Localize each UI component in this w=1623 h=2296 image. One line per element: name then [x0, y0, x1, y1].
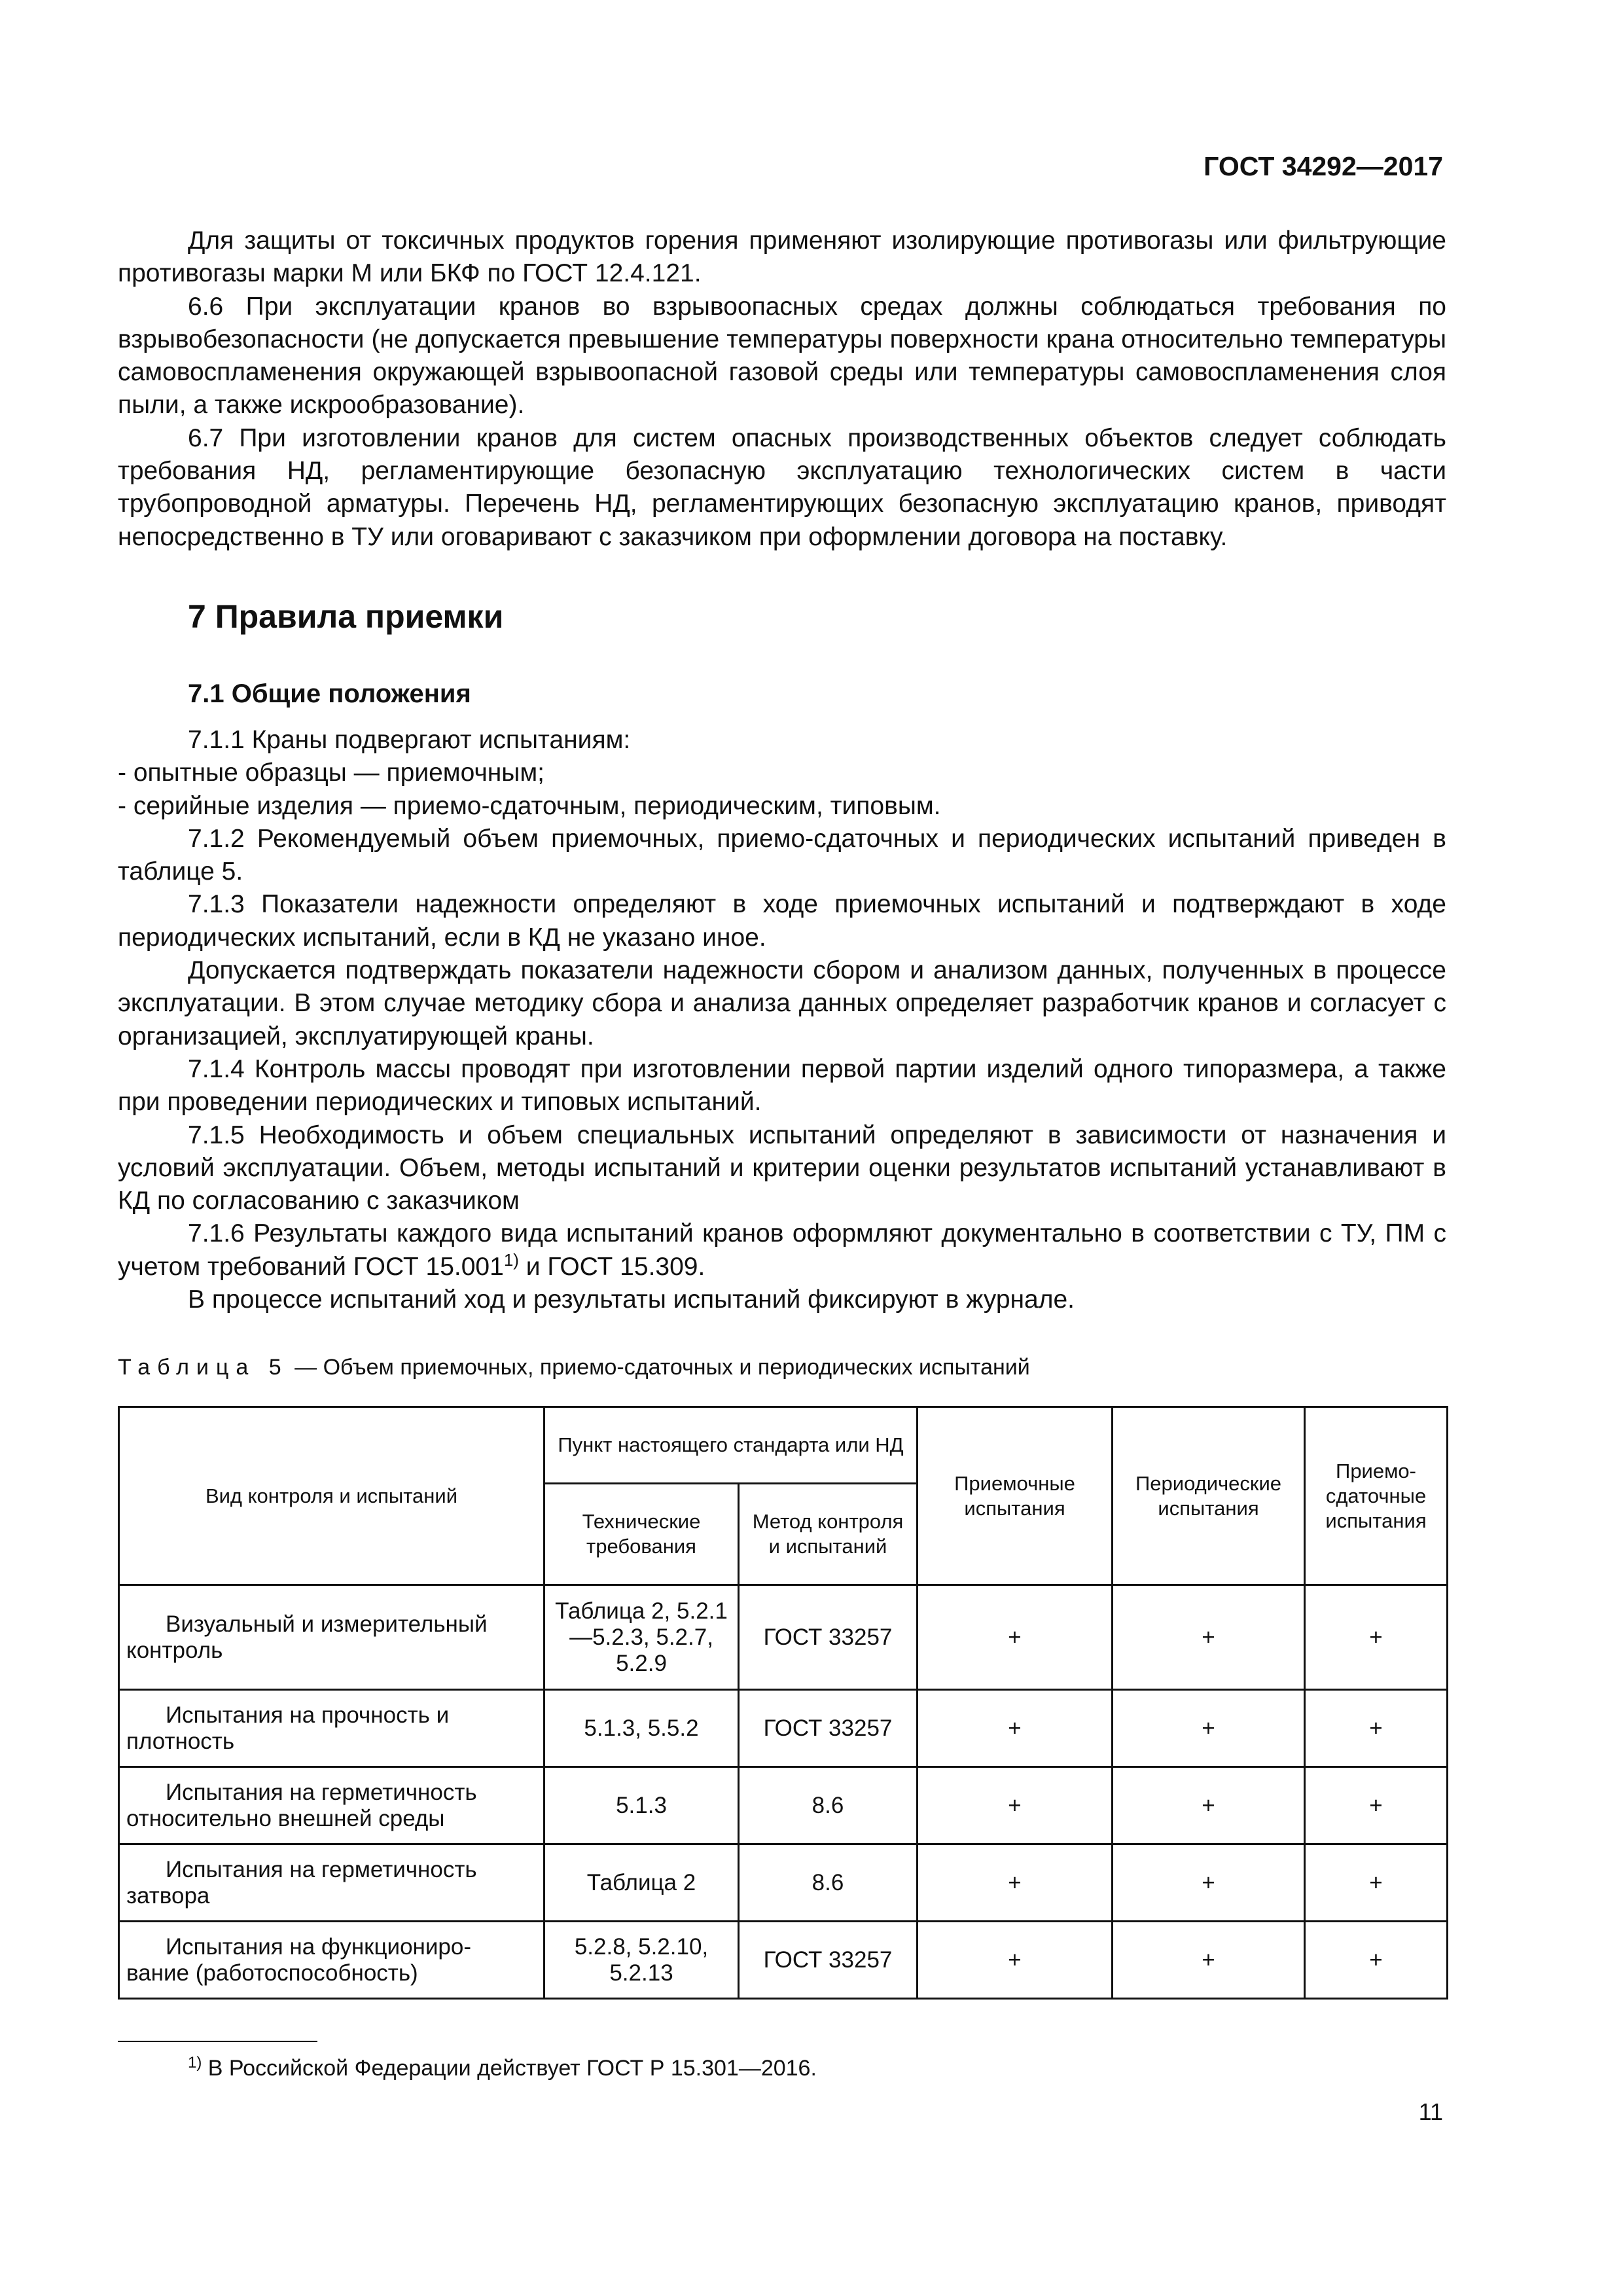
- paragraph-reliability: Допускается подтверждать показатели надежности сбором и анализом данных, полученных в процессе эксплуатации. В этом случае методику сбора и анализа данных определяет разработчик кранов и согласует с организацией, эксплуатирующей краны.: [118, 956, 1446, 1050]
- cell-test-name: [119, 1844, 544, 1922]
- bullet-serial: - серийные изделия — приемо-сдаточным, периодическим, типовым.: [118, 791, 941, 820]
- page-number: 11: [1418, 2098, 1443, 2125]
- cell-periodic: +: [1113, 1690, 1305, 1767]
- header-delivery: Приемо-сдаточные испытания: [1305, 1407, 1448, 1585]
- cell-periodic: +: [1113, 1922, 1305, 1999]
- cell-tech-requirements: 5.1.3, 5.5.2: [544, 1690, 739, 1767]
- footnote-text: В Российской Федерации действует ГОСТ Р 15.301—2016.: [202, 2056, 817, 2081]
- cell-tech-requirements: 5.2.8, 5.2.10, 5.2.13: [544, 1922, 739, 1999]
- cell-test-name-line2: относительно внешней среды: [126, 1805, 445, 1831]
- paragraph-7-1-5: 7.1.5 Необходимость и объем специальных испытаний определяют в зависимости от назначения и условий эксплуатации. Объем, методы испытаний и критерии оценки результатов испытаний устанавливают в КД по согласованию с заказчиком: [118, 1121, 1446, 1215]
- cell-tech-requirements: Таблица 2, 5.2.1—5.2.3, 5.2.7, 5.2.9: [544, 1585, 739, 1690]
- paragraph-journal: В процессе испытаний ход и результаты испытаний фиксируют в журнале.: [188, 1285, 1075, 1314]
- paragraph-7-1-6-text: 7.1.6 Результаты каждого вида испытаний кранов оформляют документально в соответствии с ТУ, ПМ с учетом требований ГОСТ 15.001: [118, 1219, 1446, 1281]
- paragraph-7-1-6-tail: и ГОСТ 15.309.: [518, 1252, 705, 1281]
- cell-periodic: +: [1113, 1767, 1305, 1844]
- cell-test-method: 8.6: [739, 1844, 918, 1922]
- cell-test-method: 8.6: [739, 1767, 918, 1844]
- cell-test-name: [119, 1767, 544, 1844]
- footnote: [188, 2054, 1431, 2083]
- cell-test-name: [119, 1922, 544, 1999]
- cell-delivery: +: [1305, 1690, 1448, 1767]
- cell-test-method: ГОСТ 33257: [739, 1690, 918, 1767]
- cell-test-method: ГОСТ 33257: [739, 1585, 918, 1690]
- cell-test-name-line2: плотность: [126, 1728, 235, 1754]
- header-tech-requirements: Технические требования: [544, 1484, 739, 1585]
- table-row: [119, 1690, 1448, 1767]
- cell-acceptance: +: [918, 1922, 1113, 1999]
- intro-text: [118, 224, 1446, 554]
- table-caption: [118, 1354, 1446, 1381]
- document-code: ГОСТ 34292—2017: [1204, 151, 1443, 181]
- table-caption-text: — Объем приемочных, приемо-сдаточных и периодических испытаний: [288, 1355, 1030, 1380]
- cell-test-name: [119, 1585, 544, 1690]
- paragraph-7-1-2: 7.1.2 Рекомендуемый объем приемочных, приемо-сдаточных и периодических испытаний приведен в таблице 5.: [118, 824, 1446, 886]
- table-row: [119, 1922, 1448, 1999]
- section-7-1-text: [118, 724, 1446, 1316]
- paragraph-gas-masks: Для защиты от токсичных продуктов горения применяют изолирующие противогазы или фильтрующие противогазы марки М или БКФ по ГОСТ 12.4.121.: [118, 226, 1446, 288]
- header-standard-clause: Пункт настоящего стандарта или НД: [544, 1407, 918, 1484]
- section-title: 7 Правила приемки: [188, 598, 504, 635]
- cell-test-name-line2: затвора: [126, 1882, 210, 1909]
- cell-test-name-line1: Испытания на прочность и: [166, 1702, 450, 1728]
- paragraph-6-6: 6.6 При эксплуатации кранов во взрывоопасных средах должны соблюдаться требования по взрывобезопасности (не допускается превышение температуры поверхности крана относительно температуры самовоспламенения окружающей взрывоопасной газовой среды или температуры самовоспламенения слоя пыли, а также искрообразование).: [118, 292, 1446, 420]
- cell-acceptance: +: [918, 1844, 1113, 1922]
- cell-delivery: +: [1305, 1844, 1448, 1922]
- cell-acceptance: +: [918, 1690, 1113, 1767]
- cell-test-name: [119, 1690, 544, 1767]
- subsection-title: 7.1 Общие положения: [188, 679, 471, 708]
- header-test-method: Метод контроля и испытаний: [739, 1484, 918, 1585]
- cell-test-name-line2: контроль: [126, 1637, 223, 1663]
- table-caption-label: Таблица 5: [118, 1355, 289, 1380]
- cell-test-name-line2: вание (работоспособность): [126, 1960, 418, 1986]
- cell-tech-requirements: Таблица 2: [544, 1844, 739, 1922]
- footnote-divider: [118, 2041, 317, 2042]
- cell-delivery: +: [1305, 1767, 1448, 1844]
- cell-acceptance: +: [918, 1585, 1113, 1690]
- cell-delivery: +: [1305, 1585, 1448, 1690]
- paragraph-6-7: 6.7 При изготовлении кранов для систем опасных производственных объектов следует соблюдать требования НД, регламентирующие безопасную эксплуатацию технологических систем в части трубопроводной арматуры. Перечень НД, регламентирующих безопасную эксплуатацию кранов, приводят непосредственно в ТУ или оговаривают с заказчиком при оформлении договора на поставку.: [118, 423, 1446, 551]
- tests-table: [118, 1406, 1448, 2000]
- footnote-ref: 1): [503, 1249, 519, 1270]
- table-row: [119, 1844, 1448, 1922]
- cell-test-name-line1: Испытания на герметичность: [166, 1779, 477, 1805]
- paragraph-7-1-4: 7.1.4 Контроль массы проводят при изготовлении первой партии изделий одного типоразмера, а также при проведении периодических и типовых испытаний.: [118, 1054, 1446, 1117]
- bullet-prototypes: - опытные образцы — приемочным;: [118, 759, 544, 787]
- paragraph-7-1-3: 7.1.3 Показатели надежности определяют в ходе приемочных испытаний и подтверждают в ходе периодических испытаний, если в КД не указано иное.: [118, 890, 1446, 952]
- cell-test-method: ГОСТ 33257: [739, 1922, 918, 1999]
- cell-acceptance: +: [918, 1767, 1113, 1844]
- paragraph-7-1-1: 7.1.1 Краны подвергают испытаниям:: [188, 726, 631, 754]
- cell-periodic: +: [1113, 1585, 1305, 1690]
- header-acceptance: Приемочные испытания: [918, 1407, 1113, 1585]
- cell-test-name-line1: Визуальный и измерительный: [166, 1611, 488, 1637]
- table-row: [119, 1767, 1448, 1844]
- header-periodic: Периодические испытания: [1113, 1407, 1305, 1585]
- footnote-marker: 1): [188, 2054, 202, 2072]
- table-row: [119, 1585, 1448, 1690]
- cell-periodic: +: [1113, 1844, 1305, 1922]
- cell-test-name-line1: Испытания на функциониро-: [166, 1933, 472, 1960]
- header-test-type: Вид контроля и испытаний: [119, 1407, 544, 1585]
- cell-test-name-line1: Испытания на герметичность: [166, 1856, 477, 1882]
- cell-delivery: +: [1305, 1922, 1448, 1999]
- paragraph-7-1-6: [118, 1217, 1446, 1283]
- cell-tech-requirements: 5.1.3: [544, 1767, 739, 1844]
